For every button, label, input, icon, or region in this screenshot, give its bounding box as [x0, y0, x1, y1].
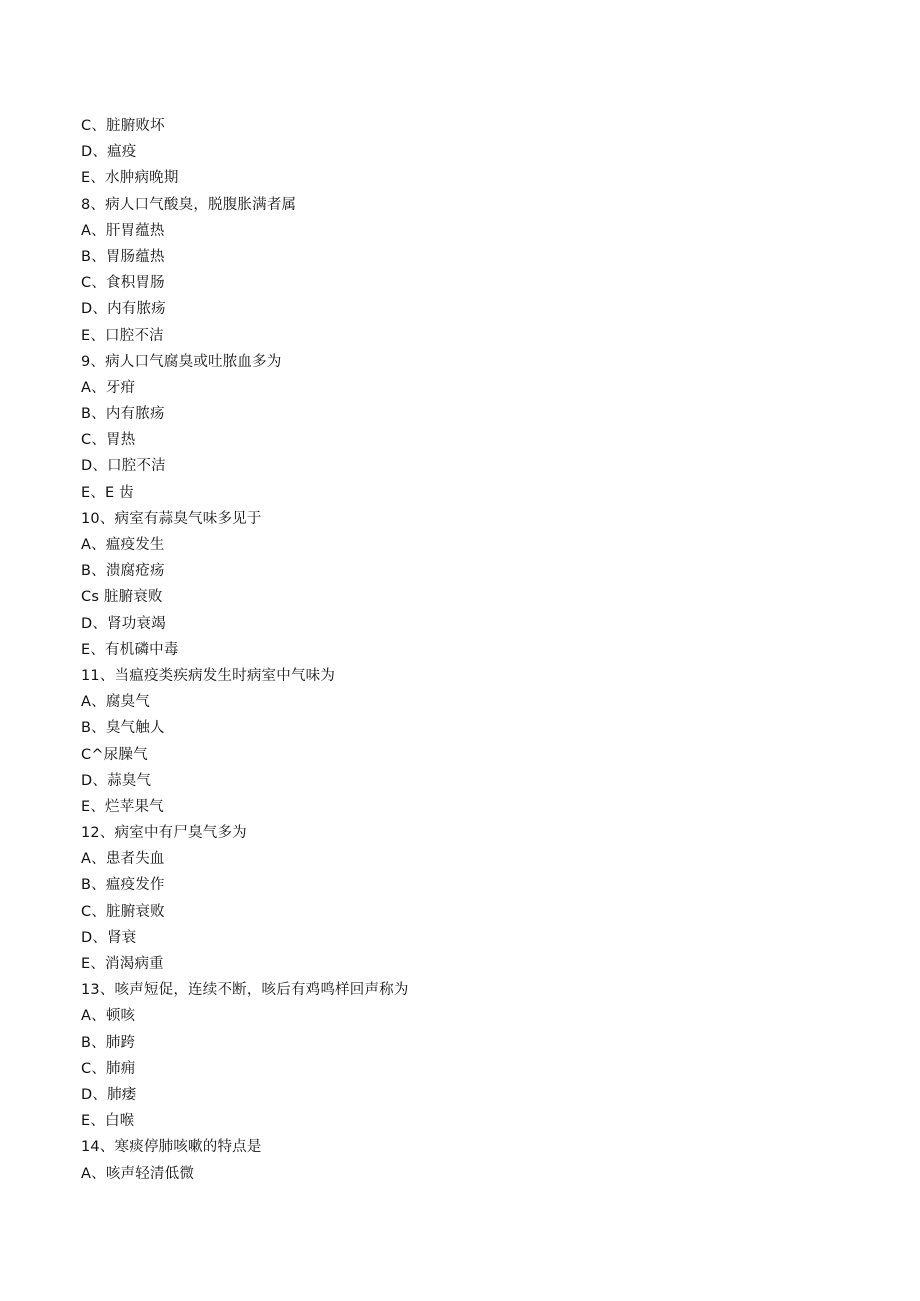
option-line: D、肺痿 — [81, 1086, 137, 1103]
option-line: Cs 脏腑衰败 — [81, 589, 163, 606]
option-line: C、肺痈 — [81, 1060, 136, 1077]
option-line: D、口腔不洁 — [81, 458, 166, 475]
option-line: C^尿臊气 — [81, 746, 148, 763]
option-line: E、E 齿 — [81, 484, 134, 501]
option-line: E、水肿病晚期 — [81, 170, 179, 187]
option-line: B、肺跨 — [81, 1034, 136, 1051]
option-line: B、瘟疫发作 — [81, 877, 165, 894]
option-line: E、白喉 — [81, 1113, 135, 1130]
option-line: C、食积胃肠 — [81, 275, 165, 292]
question-line: 13、咳声短促，连续不断，咳后有鸡鸣样回声称为 — [81, 982, 409, 999]
option-line: E、消渴病重 — [81, 956, 164, 972]
option-line: B、胃肠蕴热 — [81, 248, 165, 265]
option-line: C、脏腑败坏 — [81, 118, 165, 134]
option-line: D、内有脓疡 — [81, 301, 166, 318]
option-line: E、烂苹果气 — [81, 798, 164, 815]
option-line: B、溃腐疮疡 — [81, 563, 165, 580]
option-line: E、口腔不洁 — [81, 327, 164, 344]
option-line: B、臭气触人 — [81, 720, 165, 737]
option-line: A、牙疳 — [81, 379, 136, 396]
question-line: 12、病室中有尸臭气多为 — [81, 825, 247, 842]
option-line: A、瘟疫发生 — [81, 537, 165, 553]
option-line: D、肾衰 — [81, 929, 137, 946]
option-line: B、内有脓疡 — [81, 406, 165, 423]
option-line: A、肝胃蕴热 — [81, 222, 165, 239]
option-line: C、脏腑衰败 — [81, 903, 165, 920]
option-line: C、胃热 — [81, 432, 136, 449]
option-line: A、患者失血 — [81, 851, 165, 868]
option-line: D、肾功衰竭 — [81, 615, 166, 632]
option-line: D、蒜臭气 — [81, 772, 152, 789]
question-line: 14、寒痰停肺咳嗽的特点是 — [81, 1139, 262, 1156]
option-line: D、瘟疫 — [81, 144, 137, 161]
question-line: 10、病室有蒜臭气味多见于 — [81, 510, 262, 527]
question-line: 8、病人口气酸臭，脱腹胀满者属 — [81, 196, 297, 213]
question-line: 11、当瘟疫类疾病发生时病室中气味为 — [81, 667, 336, 684]
question-line: 9、病人口气腐臭或吐脓血多为 — [81, 353, 282, 370]
option-line: A、咳声轻清低微 — [81, 1165, 195, 1182]
option-line: E、有机磷中毒 — [81, 641, 179, 658]
question-list — [81, 113, 841, 1187]
option-line: A、顿咳 — [81, 1008, 136, 1025]
option-line: A、腐臭气 — [81, 694, 150, 711]
